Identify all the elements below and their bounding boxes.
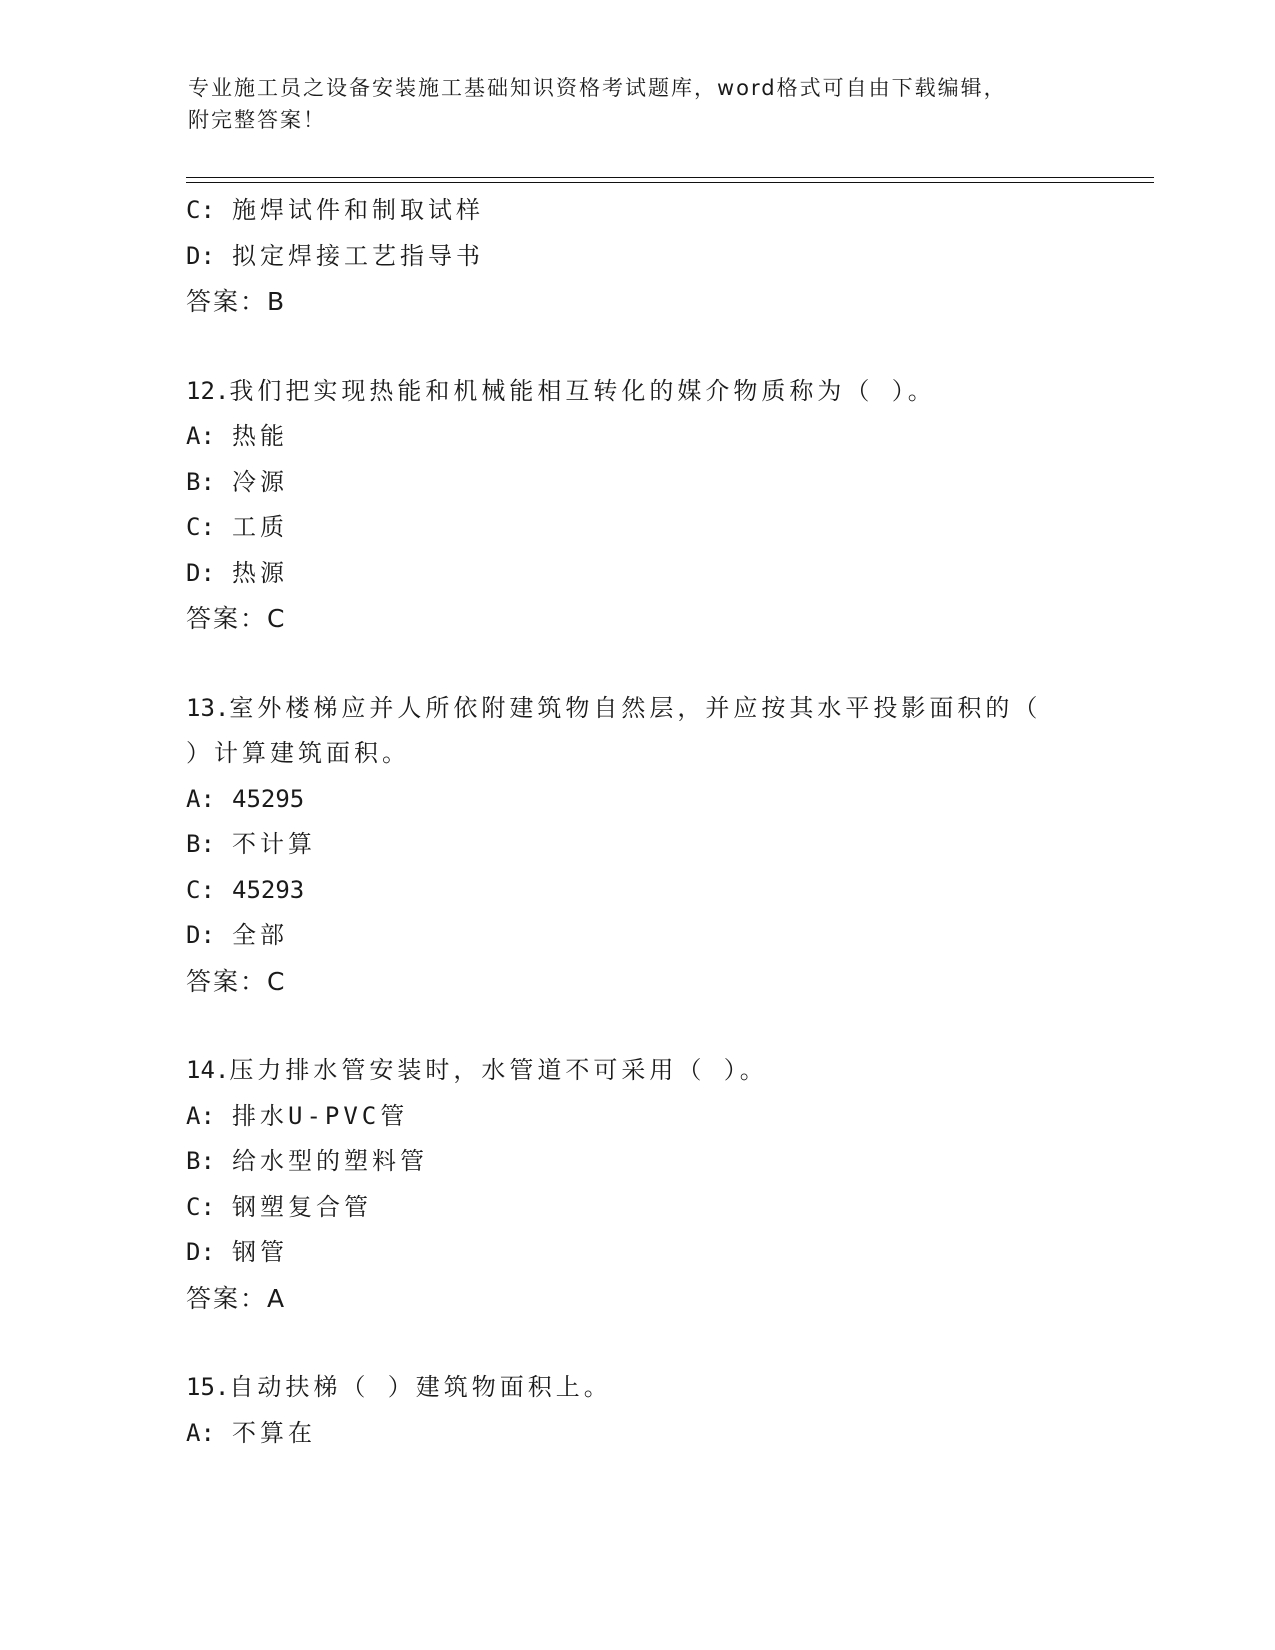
question-11-tail (186, 188, 1146, 325)
document-header (188, 72, 1088, 136)
question-number: 12. (186, 376, 230, 405)
option-a (186, 414, 1146, 460)
option-a (186, 1094, 1146, 1140)
question-text: 自动扶梯（ ）建筑物面积上。 (229, 1373, 612, 1401)
option-key: C: (186, 1192, 215, 1221)
answer-line: 答案：A (186, 1283, 287, 1313)
option-key: C: (186, 196, 215, 224)
header-rule-top (186, 177, 1154, 178)
option-d (186, 913, 1146, 959)
question-13 (186, 686, 1146, 1005)
option-c (186, 188, 1146, 234)
question-number: 15. (186, 1373, 230, 1401)
option-b (186, 460, 1146, 506)
answer-line: 答案：C (186, 966, 287, 996)
option-b (186, 1139, 1146, 1185)
question-stem-continuation: ）计算建筑面积。 (186, 739, 410, 767)
question-list (186, 188, 1146, 1456)
option-key: C: (186, 513, 215, 541)
option-text: 45295 (232, 784, 305, 813)
option-a (186, 1411, 1146, 1457)
option-key: D: (186, 241, 215, 270)
question-text: 我们把实现热能和机械能相互转化的媒介物质称为（ ）。 (229, 376, 936, 405)
question-text: 室外楼梯应并人所依附建筑物自然层，并应按其水平投影面积的（ (229, 693, 1042, 722)
option-key: B: (186, 467, 215, 496)
option-text: 热能 (232, 422, 288, 450)
option-text: 钢塑复合管 (232, 1192, 372, 1221)
spacer (186, 642, 1146, 686)
option-key: A: (186, 1101, 215, 1130)
header-line-1: 专业施工员之设备安装施工基础知识资格考试题库，word格式可自由下载编辑， (188, 76, 1007, 100)
question-stem (186, 369, 1146, 415)
question-number: 14. (186, 1056, 230, 1084)
answer-line: 答案：C (186, 604, 287, 633)
option-text: 给水型的塑料管 (232, 1147, 428, 1175)
question-stem (186, 1365, 1146, 1411)
option-d (186, 1230, 1146, 1276)
option-text: 不算在 (232, 1418, 316, 1447)
option-b (186, 822, 1146, 868)
option-d (186, 234, 1146, 280)
option-text: 冷源 (232, 467, 288, 496)
option-key: A: (186, 1418, 215, 1447)
question-stem (186, 686, 1146, 732)
option-text: 全部 (232, 921, 288, 949)
option-text: 施焊试件和制取试样 (232, 196, 484, 224)
option-text: 不计算 (232, 830, 316, 858)
option-key: B: (186, 1147, 215, 1175)
option-key: D: (186, 921, 215, 949)
option-key: B: (186, 830, 215, 858)
option-text: 工质 (232, 513, 288, 541)
spacer (186, 1004, 1146, 1048)
option-key: C: (186, 875, 215, 904)
option-key: D: (186, 1238, 215, 1266)
option-d (186, 551, 1146, 597)
question-15 (186, 1365, 1146, 1456)
option-c (186, 868, 1146, 914)
spacer (186, 325, 1146, 369)
option-key: D: (186, 558, 215, 587)
option-text: 钢管 (232, 1238, 288, 1266)
option-text: 排水U-PVC管 (232, 1101, 409, 1130)
option-text: 拟定焊接工艺指导书 (232, 241, 484, 270)
option-c (186, 1185, 1146, 1231)
header-line-2: 附完整答案！ (188, 108, 326, 132)
question-text: 压力排水管安装时，水管道不可采用（ ）。 (229, 1056, 768, 1084)
question-12 (186, 369, 1146, 642)
option-a (186, 777, 1146, 823)
spacer (186, 1321, 1146, 1365)
option-text: 热源 (232, 558, 288, 587)
header-rule-bottom (186, 182, 1154, 183)
option-text: 45293 (232, 875, 305, 904)
option-key: A: (186, 422, 215, 450)
question-number: 13. (186, 693, 230, 722)
question-14 (186, 1048, 1146, 1321)
question-stem (186, 1048, 1146, 1094)
option-key: A: (186, 784, 215, 813)
answer-line: 答案：B (186, 287, 287, 316)
option-c (186, 505, 1146, 551)
